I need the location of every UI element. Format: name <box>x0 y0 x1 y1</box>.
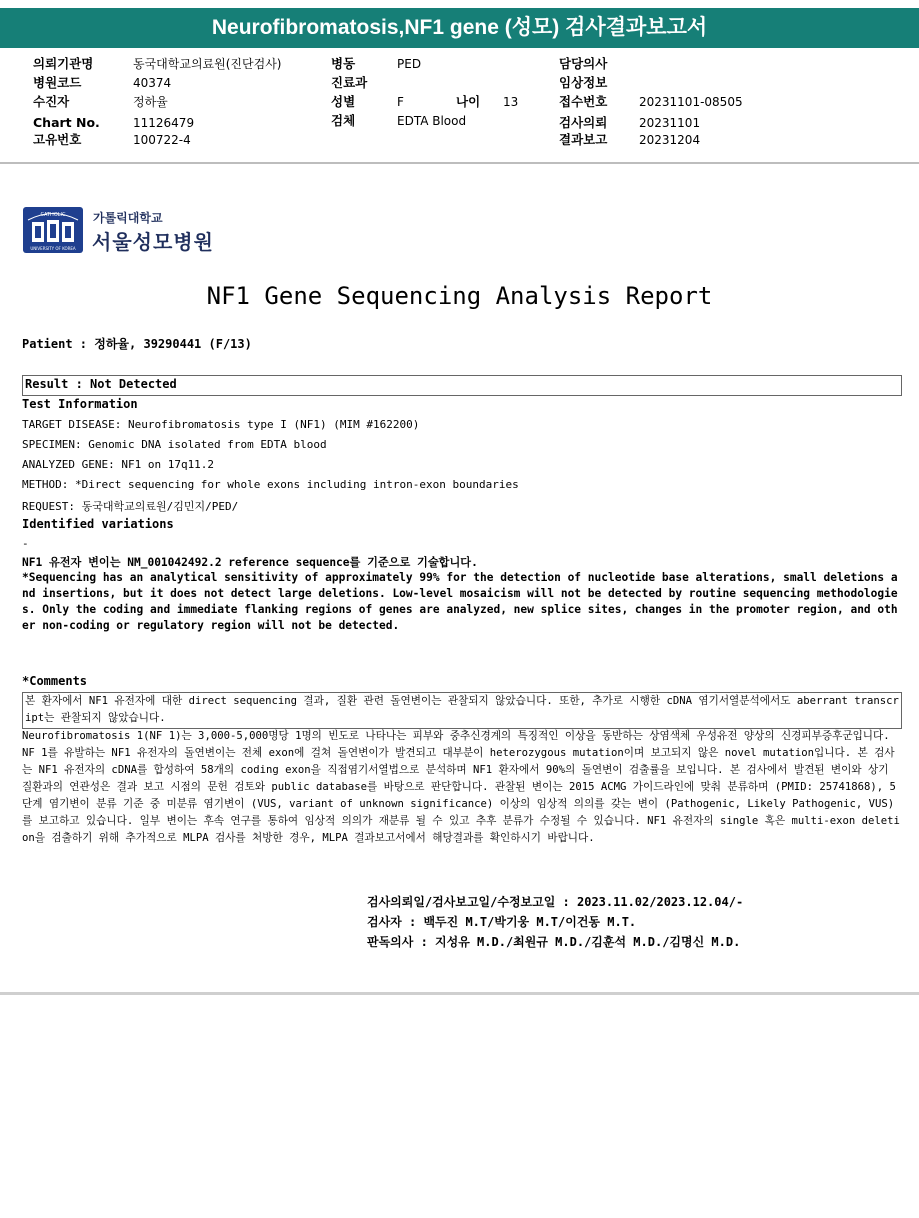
report-header-title: Neurofibromatosis,NF1 gene (성모) 검사결과보고서 <box>0 8 919 48</box>
hospital-code-value: 40374 <box>133 76 172 90</box>
target-disease: TARGET DISEASE: Neurofibromatosis type I (NF1) (MIM #162200) <box>22 418 420 431</box>
dept-label: 진료과 <box>331 75 368 90</box>
reader-line: 판독의사 : 지성유 M.D./최원규 M.D./김훈석 M.D./김명신 M.D. <box>367 935 741 949</box>
clinical-label: 임상정보 <box>559 75 608 90</box>
identified-variations-value: - <box>22 537 29 550</box>
header-divider <box>0 162 919 164</box>
test-information-heading: Test Information <box>22 397 138 411</box>
receipt-value: 20231101-08505 <box>639 95 743 109</box>
request-line: REQUEST: 동국대학교의료원/김민지/PED/ <box>22 500 239 513</box>
report-date-value: 20231204 <box>639 133 701 147</box>
footer-divider <box>0 992 919 995</box>
specimen-label: 검체 <box>331 113 356 128</box>
report-date-label: 결과보고 <box>559 132 608 147</box>
chart-value: 11126479 <box>133 116 195 130</box>
sex-value: F <box>397 95 404 109</box>
hospital-logo <box>22 206 84 254</box>
age-label: 나이 <box>456 94 481 109</box>
reference-sequence-note: NF1 유전자 변이는 NM_001042492.2 reference sequence를 기준으로 기술합니다. <box>22 556 478 569</box>
doctor-label: 담당의사 <box>559 56 608 71</box>
institution-value: 동국대학교의료원(진단검사) <box>133 57 282 71</box>
institution-label: 의뢰기관명 <box>33 56 94 71</box>
ward-label: 병동 <box>331 56 356 71</box>
sex-label: 성별 <box>331 94 356 109</box>
report-title: NF1 Gene Sequencing Analysis Report <box>206 282 713 310</box>
dates-line: 검사의뢰일/검사보고일/수정보고일 : 2023.11.02/2023.12.04/- <box>367 895 744 909</box>
comments-heading: *Comments <box>22 674 88 688</box>
analyzed-gene: ANALYZED GENE: NF1 on 17q11.2 <box>22 458 215 471</box>
technician-line: 검사자 : 백두진 M.T/박기웅 M.T/이건동 M.T. <box>367 915 637 929</box>
chart-label: Chart No. <box>33 115 100 130</box>
logo-university-name: 가톨릭대학교 <box>93 211 163 225</box>
result-text: Result : Not Detected <box>25 377 177 391</box>
request-date-label: 검사의뢰 <box>559 115 608 130</box>
logo-bottom-text: UNIVERSITY OF KOREA <box>30 246 76 251</box>
logo-arc-text: CATHOLIC <box>40 212 66 218</box>
specimen-line: SPECIMEN: Genomic DNA isolated from EDTA blood <box>22 438 327 451</box>
hospital-code-label: 병원코드 <box>33 75 82 90</box>
recipient-value: 정하율 <box>133 95 168 109</box>
comment-body-text: Neurofibromatosis 1(NF 1)는 3,000-5,000명당 1명의 빈도로 나타나는 피부와 중추신경계의 특징적인 이상을 동반하는 상염색체 우성유전 양상의 신경피부증후군입니다. NF 1를 유발하는 NF1 유전자의 돌연변이는 전체 exon에 걸쳐 돌연변이가 발견되고 대부분이 heterozygous mutation이며 보고되지 않은 novel mutation입니다. 본 검사는 NF1 유전자의 cDNA를 합성하여 58개의 coding exon을 직접염기서열법으로 분석하며 NF1 환자에서 90%의 돌연변이 검출률을 보입니다. 본 검사에서 발견된 변이와 상기 질환과의 연관성은 결과 보고 시점의 문헌 검토와 public database를 바탕으로 판단합니다. 관찰된 변이는 2015 ACMG 가이드라인에 맞춰 분류하며 (PMID: 25741868), 5단계 염기변이 분류 기준 중 미분류 염기변이 (VUS, variant of unknown significance) 이상의 임상적 의의를 갖는 변이 (Pathogenic, Likely Pathogenic, VUS) 를 보고하고 있습니다. 일부 변이는 후속 연구를 통하여 임상적 의의가 재분류 될 수 있고 추후 분류가 수정될 수 있습니다. NF1 유전자의 single 혹은 multi-exon deletion을 검출하기 위해 추가적으로 MLPA 검사를 처방한 경우, MLPA 결과보고서에서 해당결과를 확인하시기 바랍니다. <box>22 730 900 844</box>
sensitivity-note: *Sequencing has an analytical sensitivity of approximately 99% for the detection of nucleotide base alterations, small deletions and insertions, but it does not detect large deletions. Low-level mosaicism will not be detected by routine sequencing methodologies. Only the coding and immediate flanking regions of genes are analyzed, new splice sites, changes in the promoter region, and other non-coding or regulatory region will not be detected. <box>22 571 898 632</box>
ward-value: PED <box>397 57 422 71</box>
unique-value: 100722-4 <box>133 133 191 147</box>
identified-variations-heading: Identified variations <box>22 517 174 531</box>
recipient-label: 수진자 <box>33 94 70 109</box>
specimen-value: EDTA Blood <box>397 114 467 128</box>
receipt-label: 접수번호 <box>559 94 608 109</box>
unique-label: 고유번호 <box>33 132 82 147</box>
patient-line: Patient : 정하율, 39290441 (F/13) <box>22 337 252 351</box>
request-date-value: 20231101 <box>639 116 701 130</box>
logo-hospital-name: 서울성모병원 <box>92 230 214 254</box>
comment-box-text: 본 환자에서 NF1 유전자에 대한 direct sequencing 결과, 질환 관련 돌연변이는 관찰되지 않았습니다. 또한, 추가로 시행한 cDNA 염기서열분석에서도 aberrant transcript는 관찰되지 않았습니다. <box>25 695 899 724</box>
method-line: METHOD: *Direct sequencing for whole exons including intron-exon boundaries <box>22 478 519 491</box>
age-value: 13 <box>503 95 519 109</box>
